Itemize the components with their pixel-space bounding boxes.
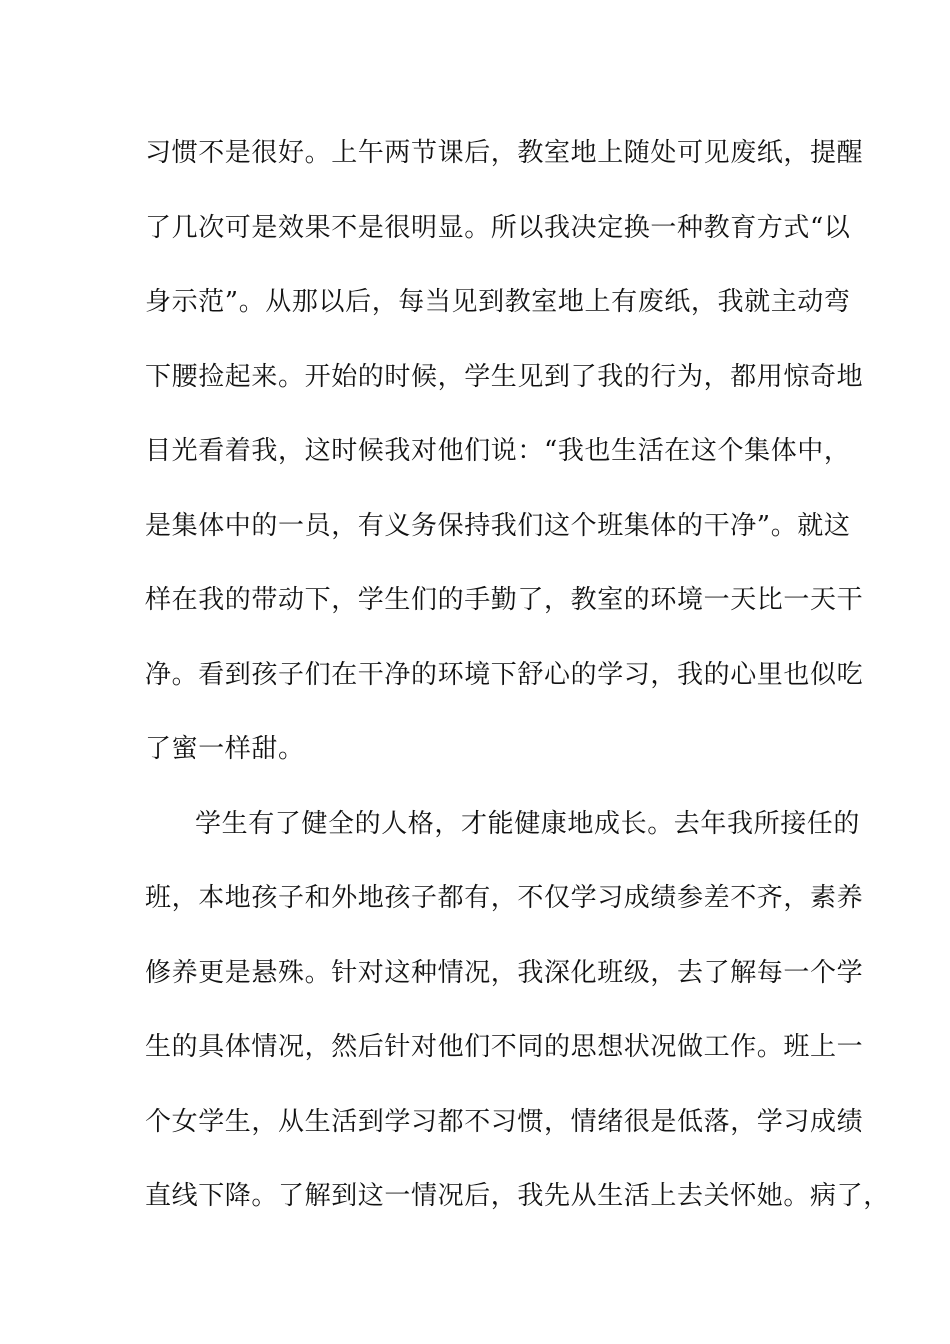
text-line-11: 班，本地孩子和外地孩子都有，不仅学习成绩参差不齐，素养 — [145, 883, 864, 913]
text-line-7: 样在我的带动下，学生们的手勤了，教室的环境一天比一天干 — [145, 585, 864, 615]
text-line-1: 习惯不是很好。上午两节课后，教室地上随处可见废纸，提醒 — [145, 138, 864, 168]
text-line-15: 直线下降。了解到这一情况后，我先从生活上去关怀她。病了， — [145, 1181, 890, 1211]
text-line-5: 目光看着我，这时候我对他们说：“我也生活在这个集体中， — [145, 436, 851, 466]
text-line-2: 了几次可是效果不是很明显。所以我决定换一种教育方式“以 — [145, 212, 851, 243]
text-line-4: 下腰捡起来。开始的时候，学生见到了我的行为，都用惊奇地 — [145, 361, 864, 392]
body-text — [145, 131, 890, 1249]
text-line-6: 是集体中的一员，有义务保持我们这个班集体的干净”。就这 — [145, 510, 851, 541]
text-line-3: 身示范”。从那以后，每当见到教室地上有废纸，我就主动弯 — [145, 287, 851, 317]
text-line-8: 净。看到孩子们在干净的环境下舒心的学习，我的心里也似吃 — [145, 659, 864, 690]
paragraph-start-line: 学生有了健全的人格，才能健康地成长。去年我所接任的 — [195, 808, 861, 839]
text-line-14: 个女学生，从生活到学习都不习惯，情绪很是低落，学习成绩 — [145, 1106, 864, 1137]
text-line-9: 了蜜一样甜。 — [145, 734, 305, 764]
text-line-13: 生的具体情况，然后针对他们不同的思想状况做工作。班上一 — [145, 1032, 864, 1062]
text-line-12: 修养更是悬殊。针对这种情况，我深化班级，去了解每一个学 — [145, 957, 864, 988]
